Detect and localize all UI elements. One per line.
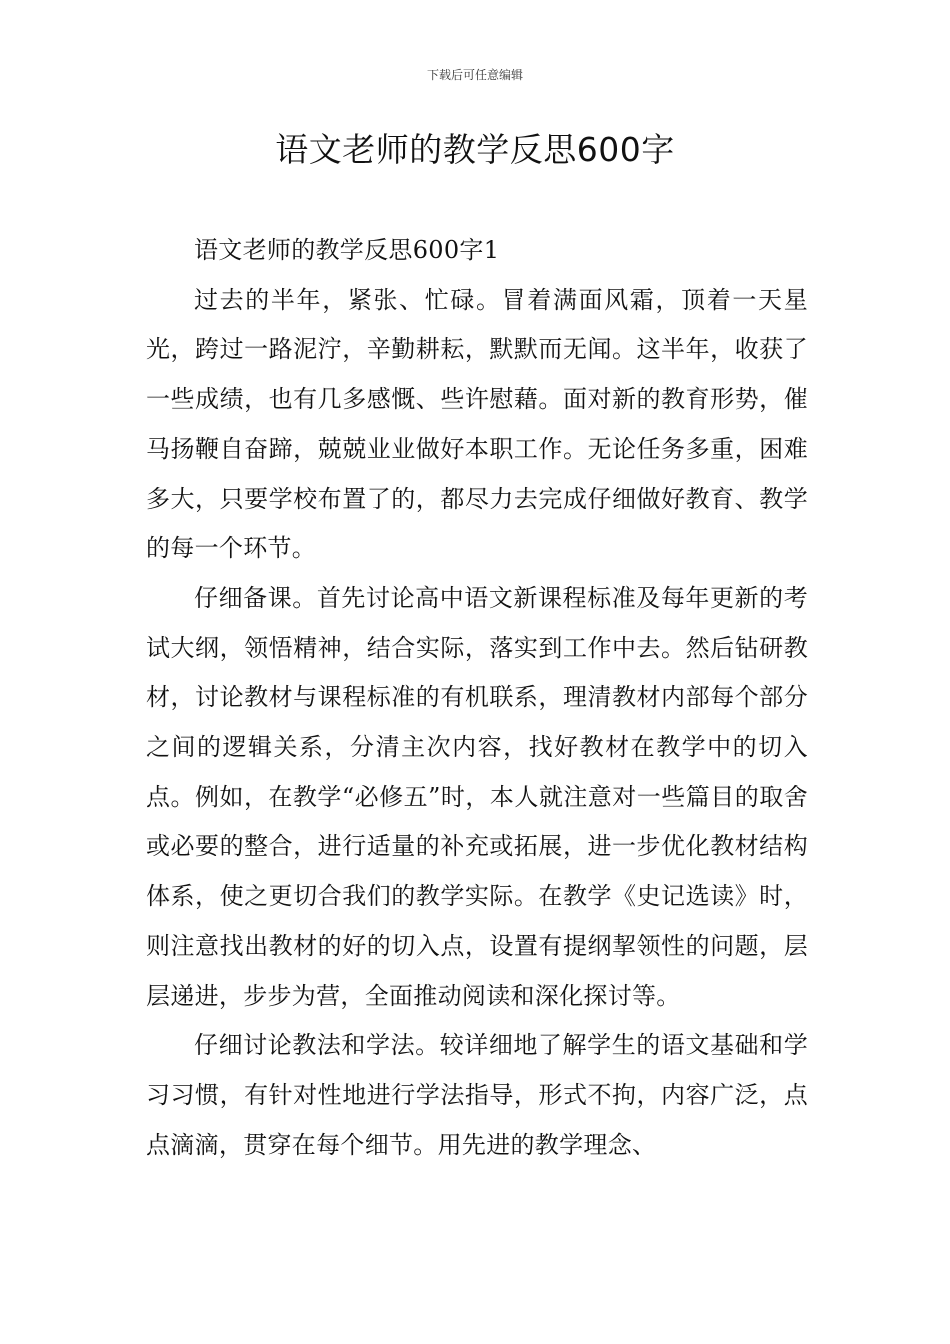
header-note: 下载后可任意编辑 (426, 68, 523, 82)
paragraph: 仔细备课。首先讨论高中语文新课程标准及每年更新的考试大纲，领悟精神，结合实际，落实到工作中去。然后钻研教材，讨论教材与课程标准的有机联系，理清教材内部每个部分之间的逻辑关系，分清主次内容，找好教材在教学中的切入点。例如，在教学“必修五”时，本人就注意对一些篇目的取舍或必要的整合，进行适量的补充或拓展，进一步优化教材结构体系，使之更切合我们的教学实际。在教学《史记选读》时，则注意找出教材的好的切入点，设置有提纲挈领性的问题，层层递进，步步为营，全面推动阅读和深化探讨等。 (146, 583, 808, 1010)
section-heading: 语文老师的教学反思600字1 (194, 236, 500, 264)
paragraph: 仔细讨论教法和学法。较详细地了解学生的语文基础和学习习惯，有针对性地进行学法指导，形式不拘，内容广泛，点点滴滴，贯穿在每个细节。用先进的教学理念、 (146, 1031, 808, 1159)
paragraph: 过去的半年，紧张、忙碌。冒着满面风霜，顶着一天星光，跨过一路泥泞，辛勤耕耘，默默而无闻。这半年，收获了一些成绩，也有几多感慨、些许慰藉。面对新的教育形势，催马扬鞭自奋蹄，兢兢业业做好本职工作。无论任务多重，困难多大，只要学校布置了的，都尽力去完成仔细做好教育、教学的每一个环节。 (146, 285, 808, 563)
document-body (146, 226, 808, 1170)
document-title: 语文老师的教学反思600字 (275, 130, 675, 169)
